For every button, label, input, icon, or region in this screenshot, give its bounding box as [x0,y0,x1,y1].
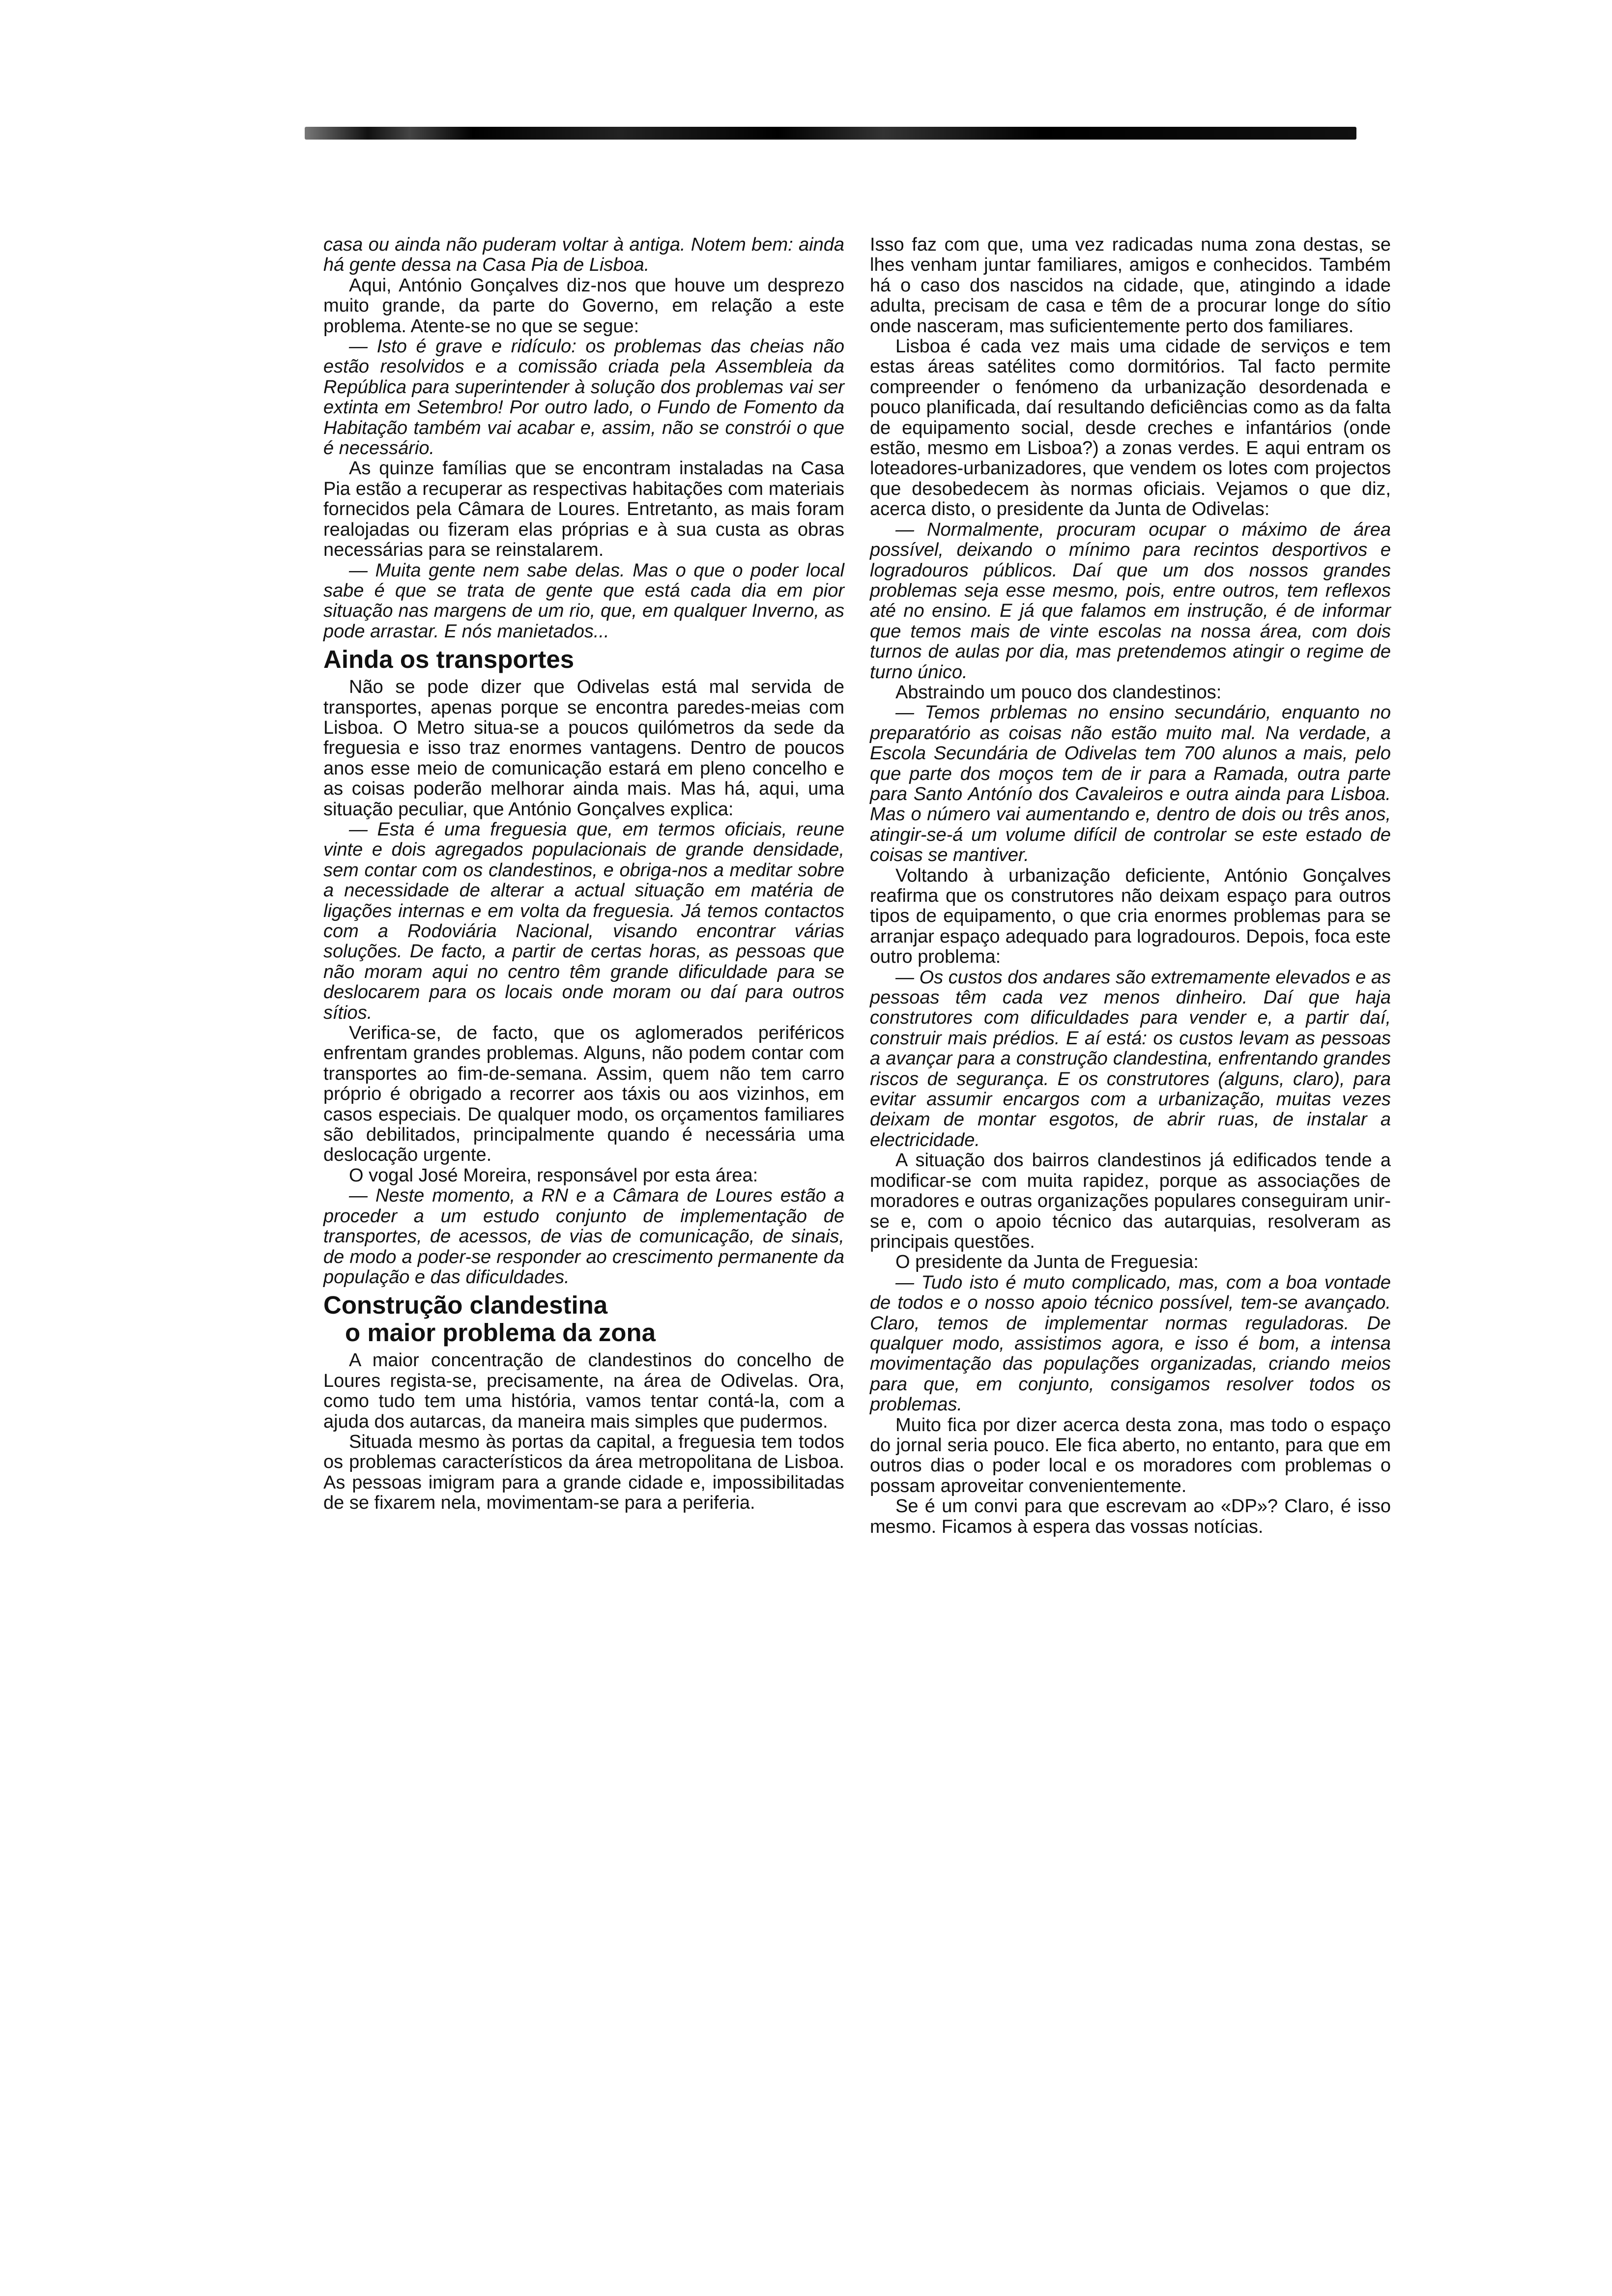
right-column [870,235,1391,1537]
paragraph: Aqui, António Gonçalves diz-nos que houve um desprezo muito grande, da parte do Governo, em relação a este problema. Atente-se no que se segue: [323,275,844,337]
paragraph: Verifica-se, de facto, que os aglomerados periféricos enfrentam grandes problemas. Alguns, não podem contar com transportes ao fim-de-semana. Assim, quem não tem carro próprio é obrigado a recorrer aos táxis ou aos vizinhos, em casos especiais. De qualquer modo, os orçamentos familiares são debilitados, principalmente quando é necessária uma deslocação urgente. [323,1023,844,1166]
section-heading-text: Ainda os transportes [323,645,575,674]
section-heading [323,1292,844,1347]
quote-paragraph: — Temos prblemas no ensino secundário, enquanto no preparatório as coisas não estão muito mal. Na verdade, a Escola Secundária de Odivelas tem 700 alunos a mais, pelo que parte dos moços tem de ir para a Ramada, outra parte para Santo Antónío dos Cavaleiros e outra ainda para Lisboa. Mas o número vai aumentando e, dentro de dois ou três anos, atingir-se-á um volume difícil de controlar se este estado de coisas se mantiver. [870,702,1391,866]
quote-paragraph: casa ou ainda não puderam voltar à antiga. Notem bem: ainda há gente dessa na Casa Pia de Lisboa. [323,234,844,276]
paragraph: Voltando à urbanização deficiente, António Gonçalves reafirma que os construtores não deixam espaço para outros tipos de equipamento, o que cria enormes problemas para se arranjar espaço adequado para logradouros. Depois, foca este outro problema: [870,865,1391,968]
paragraph: Isso faz com que, uma vez radicadas numa zona destas, se lhes venham juntar familiares, amigos e conhecidos. Também há o caso dos nascidos na cidade, que, atingindo a idade adulta, precisam de casa e têm de a procurar longe do sítio onde nasceram, mas suficientemente perto dos familiares. [870,234,1391,337]
quote-paragraph: — Os custos dos andares são extremamente elevados e as pessoas têm cada vez menos dinheiro. Daí que haja construtores com dificuldades para vender e, a partir daí, construir mais prédios. E aí está: os custos levam as pessoas a avançar para a construção clandestina, enfrentando grandes riscos de segurança. E os construtores (alguns, claro), para evitar assumir encargos com a urbanização, muitas vezes deixam de montar esgotos, de abrir ruas, de instalar a electricidade. [870,967,1391,1150]
paragraph: Abstraindo um pouco dos clandestinos: [895,682,1222,703]
left-column [323,235,844,1514]
paragraph: A situação dos bairros clandestinos já edificados tende a modificar-se com muita rapidez, porque as associações de moradores e outras organizações populares conseguiram unir-se e, com o apoio técnico das autarquias, resolveram as principais questões. [870,1150,1391,1252]
section-heading-subtitle: o maior problema da zona [345,1319,656,1347]
quote-paragraph: — Isto é grave e ridículo: os problemas das cheias não estão resolvidos e a comissão criada pela Assembleia da República para superintender à solução dos problemas vai ser extinta em Setembro! Por outro lado, o Fundo de Fomento da Habitação também vai acabar e, assim, não se constrói o que é necessário. [323,336,844,459]
paragraph: Se é um convi para que escrevam ao «DP»? Claro, é isso mesmo. Ficamos à espera das vossas notícias. [870,1496,1391,1537]
paragraph: As quinze famílias que se encontram instaladas na Casa Pia estão a recuperar as respectivas habitações com materiais fornecidos pela Câmara de Loures. Entretanto, as mais foram realojadas ou fizeram elas próprias e à sua custa as obras necessárias para se reinstalarem. [323,458,844,561]
paragraph: Lisboa é cada vez mais uma cidade de serviços e tem estas áreas satélites como dormitórios. Tal facto permite compreender o fenómeno da urbanização desordenada e pouco planificada, daí resultando deficiências como as da falta de equipamento social, desde creches e infantários (onde estão, mesmo em Lisboa?) a zonas verdes. E aqui entram os loteadores-urbanizadores, que vendem os lotes com projectos que desobedecem às normas oficiais. Vejamos o que diz, acerca disto, o presidente da Junta de Odivelas: [870,336,1391,520]
paragraph: A maior concentração de clandestinos do concelho de Loures regista-se, precisamente, na área de Odivelas. Ora, como tudo tem uma história, vamos tentar contá-la, com a ajuda dos autarcas, da maneira mais simples que pudermos. [323,1350,844,1432]
quote-paragraph: — Tudo isto é muto complicado, mas, com a boa vontade de todos e o nosso apoio técnico possível, tem-se avançado. Claro, temos de implementar normas reguladoras. De qualquer modo, assistimos agora, e isso é bom, a intensa movimentação das populações organizadas, criando meios para que, em conjunto, consigamos resolver todos os problemas. [870,1272,1391,1415]
header-rule [305,127,1356,140]
paragraph: Não se pode dizer que Odivelas está mal servida de transportes, apenas porque se encontra paredes-meias com Lisboa. O Metro situa-se a poucos quilómetros da sede da freguesia e isso traz enormes vantagens. Dentro de poucos anos esse meio de comunicação estará em pleno concelho e as coisas poderão melhorar ainda mais. Mas há, aqui, uma situação peculiar, que António Gonçalves explica: [323,677,844,820]
paragraph: O presidente da Junta de Freguesia: [895,1252,1199,1273]
quote-paragraph: — Muita gente nem sabe delas. Mas o que o poder local sabe é que se trata de gente que está cada dia em pior situação nas margens de um rio, que, em qualquer Inverno, as pode arrastar. E nós manietados... [323,560,844,642]
paragraph: O vogal José Moreira, responsável por esta área: [349,1165,758,1186]
quote-paragraph: — Normalmente, procuram ocupar o máximo de área possível, deixando o mínimo para recintos desportivos e logradouros públicos. Daí que um dos nossos grandes problemas seja esse mesmo, pois, entre outros, tem reflexos até no ensino. E já que falamos em instrução, é de informar que temos mais de vinte escolas na nossa área, com dois turnos de aulas por dia, mas pretendemos atingir o regime de turno único. [870,519,1391,683]
paragraph: Muito fica por dizer acerca desta zona, mas todo o espaço do jornal seria pouco. Ele fica aberto, no entanto, para que em outros dias o poder local e os moradores com problemas o possam aproveitar convenientemente. [870,1414,1391,1496]
section-heading-text: Construção clandestina [323,1291,608,1320]
paragraph: Situada mesmo às portas da capital, a freguesia tem todos os problemas característicos da área metropolitana de Lisboa. As pessoas imigram para a grande cidade e, impossibilitadas de se fixarem nela, movimentam-se para a periferia. [323,1431,844,1514]
section-heading [323,646,844,673]
quote-paragraph: — Esta é uma freguesia que, em termos oficiais, reune vinte e dois agregados populacionais de grande densidade, sem contar com os clandestinos, e obriga-nos a meditar sobre a necessidade de alterar a actual situação em matéria de ligações internas e em volta da freguesia. Já temos contactos com a Rodoviária Nacional, visando encontrar várias soluções. De facto, a partir de certas horas, as pessoas que não moram aqui no centro têm grande dificuldade para se deslocarem para os locais onde moram ou daí para outros sítios. [323,819,844,1023]
quote-paragraph: — Neste momento, a RN e a Câmara de Loures estão a proceder a um estudo conjunto de implementação de transportes, de acessos, de vias de comunicação, de sinais, de modo a poder-se responder ao crescimento permanente da população e das dificuldades. [323,1185,844,1288]
